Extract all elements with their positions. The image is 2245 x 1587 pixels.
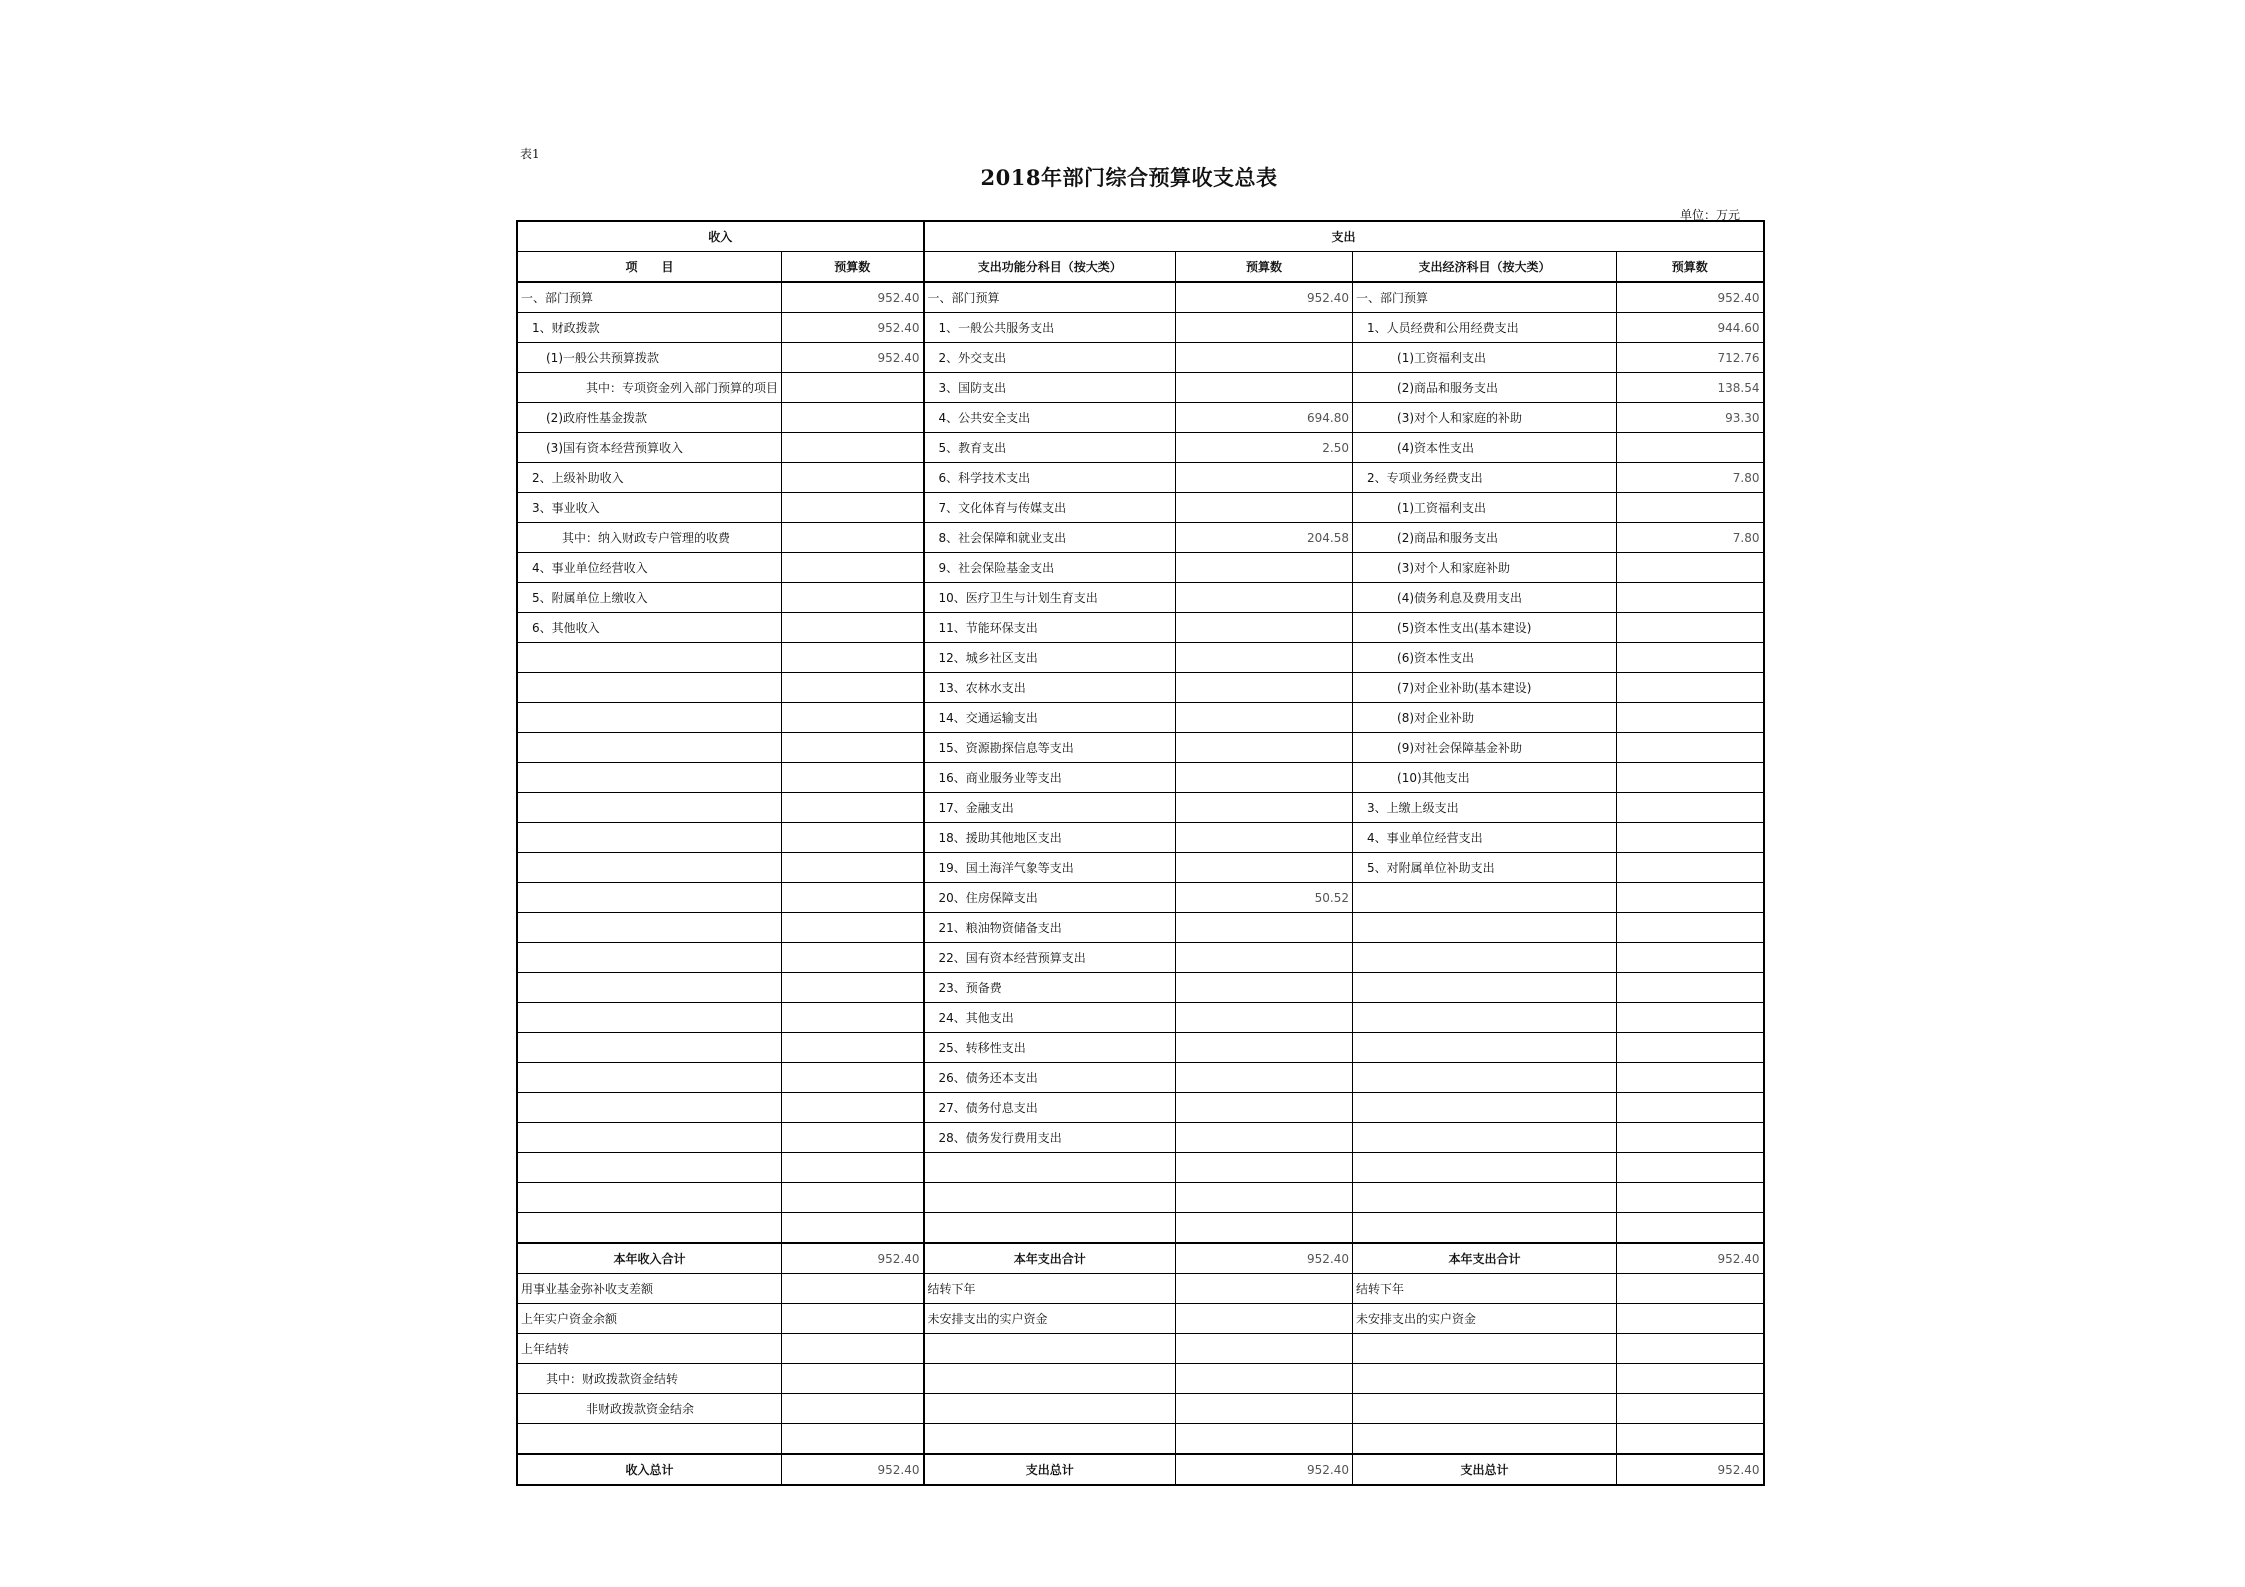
income-item: 2、上级补助收入 bbox=[517, 463, 782, 493]
econ-item: (4)资本性支出 bbox=[1353, 433, 1617, 463]
income-item bbox=[517, 1093, 782, 1123]
income-item bbox=[517, 1033, 782, 1063]
income-value bbox=[782, 823, 924, 853]
income-item: 5、附属单位上缴收入 bbox=[517, 583, 782, 613]
income-value bbox=[782, 793, 924, 823]
table-tag: 表1 bbox=[520, 147, 540, 161]
func-item: 3、国防支出 bbox=[924, 373, 1176, 403]
func-item: 5、教育支出 bbox=[924, 433, 1176, 463]
econ-value bbox=[1617, 763, 1764, 793]
econ-value bbox=[1617, 1304, 1764, 1334]
income-value: 952.40 bbox=[782, 282, 924, 313]
table-row bbox=[517, 1274, 1764, 1304]
econ-value bbox=[1617, 973, 1764, 1003]
func-value bbox=[1176, 1213, 1353, 1244]
econ-value bbox=[1617, 1364, 1764, 1394]
col-budget-header: 预算数 bbox=[1176, 252, 1353, 283]
func-value bbox=[1176, 1394, 1353, 1424]
econ-item bbox=[1353, 943, 1617, 973]
income-value bbox=[782, 463, 924, 493]
econ-item bbox=[1353, 1213, 1617, 1244]
econ-value: 93.30 bbox=[1617, 403, 1764, 433]
table-row bbox=[517, 463, 1764, 493]
income-item bbox=[517, 823, 782, 853]
income-value bbox=[782, 523, 924, 553]
econ-value bbox=[1617, 703, 1764, 733]
income-item: 非财政拨款资金结余 bbox=[517, 1394, 782, 1424]
econ-item: (3)对个人和家庭的补助 bbox=[1353, 403, 1617, 433]
econ-value bbox=[1617, 613, 1764, 643]
func-value bbox=[1176, 1003, 1353, 1033]
econ-item: (5)资本性支出(基本建设) bbox=[1353, 613, 1617, 643]
func-item: 10、医疗卫生与计划生育支出 bbox=[924, 583, 1176, 613]
func-value: 952.40 bbox=[1176, 282, 1353, 313]
income-value bbox=[782, 1213, 924, 1244]
income-value bbox=[782, 763, 924, 793]
grand-income-label: 收入总计 bbox=[517, 1454, 782, 1485]
econ-value bbox=[1617, 913, 1764, 943]
func-value bbox=[1176, 1093, 1353, 1123]
income-item bbox=[517, 1003, 782, 1033]
econ-item bbox=[1353, 1033, 1617, 1063]
income-value: 952.40 bbox=[782, 343, 924, 373]
func-item: 15、资源勘探信息等支出 bbox=[924, 733, 1176, 763]
func-item bbox=[924, 1183, 1176, 1213]
income-item: (2)政府性基金拨款 bbox=[517, 403, 782, 433]
func-item bbox=[924, 1334, 1176, 1364]
income-value bbox=[782, 1304, 924, 1334]
income-value bbox=[782, 643, 924, 673]
income-value bbox=[782, 733, 924, 763]
income-value bbox=[782, 1183, 924, 1213]
econ-value bbox=[1617, 853, 1764, 883]
econ-value bbox=[1617, 1274, 1764, 1304]
grand-income-value: 952.40 bbox=[782, 1454, 924, 1485]
econ-item: (1)工资福利支出 bbox=[1353, 493, 1617, 523]
income-item: 1、财政拨款 bbox=[517, 313, 782, 343]
income-item bbox=[517, 973, 782, 1003]
econ-value bbox=[1617, 1003, 1764, 1033]
income-item bbox=[517, 1153, 782, 1183]
table-row bbox=[517, 403, 1764, 433]
econ-item bbox=[1353, 1123, 1617, 1153]
econ-item bbox=[1353, 1153, 1617, 1183]
table-row bbox=[517, 643, 1764, 673]
income-value bbox=[782, 433, 924, 463]
table-row bbox=[517, 793, 1764, 823]
func-item: 14、交通运输支出 bbox=[924, 703, 1176, 733]
income-item: 上年实户资金余额 bbox=[517, 1304, 782, 1334]
table-row bbox=[517, 973, 1764, 1003]
func-item: 6、科学技术支出 bbox=[924, 463, 1176, 493]
func-item: 18、援助其他地区支出 bbox=[924, 823, 1176, 853]
table-row bbox=[517, 763, 1764, 793]
func-value bbox=[1176, 1033, 1353, 1063]
income-item: 上年结转 bbox=[517, 1334, 782, 1364]
econ-item: (7)对企业补助(基本建设) bbox=[1353, 673, 1617, 703]
func-value bbox=[1176, 1063, 1353, 1093]
econ-item bbox=[1353, 1063, 1617, 1093]
income-value: 952.40 bbox=[782, 313, 924, 343]
func-value bbox=[1176, 313, 1353, 343]
func-value bbox=[1176, 643, 1353, 673]
income-item bbox=[517, 883, 782, 913]
func-value bbox=[1176, 1123, 1353, 1153]
func-value bbox=[1176, 553, 1353, 583]
year-expense-total-value-econ: 952.40 bbox=[1617, 1243, 1764, 1274]
func-value bbox=[1176, 1183, 1353, 1213]
func-item: 8、社会保障和就业支出 bbox=[924, 523, 1176, 553]
table-row bbox=[517, 1304, 1764, 1334]
econ-item bbox=[1353, 1424, 1617, 1455]
table-row bbox=[517, 282, 1764, 313]
econ-value: 712.76 bbox=[1617, 343, 1764, 373]
expense-header: 支出 bbox=[924, 221, 1764, 252]
income-value bbox=[782, 883, 924, 913]
func-item: 27、债务付息支出 bbox=[924, 1093, 1176, 1123]
func-item: 23、预备费 bbox=[924, 973, 1176, 1003]
econ-value bbox=[1617, 583, 1764, 613]
func-value bbox=[1176, 823, 1353, 853]
econ-value bbox=[1617, 1213, 1764, 1244]
func-value: 50.52 bbox=[1176, 883, 1353, 913]
func-item: 1、一般公共服务支出 bbox=[924, 313, 1176, 343]
col-budget-header: 预算数 bbox=[782, 252, 924, 283]
func-value bbox=[1176, 793, 1353, 823]
econ-item: 结转下年 bbox=[1353, 1274, 1617, 1304]
econ-item: (2)商品和服务支出 bbox=[1353, 523, 1617, 553]
econ-value: 7.80 bbox=[1617, 523, 1764, 553]
table-row bbox=[517, 943, 1764, 973]
func-item: 13、农林水支出 bbox=[924, 673, 1176, 703]
year-income-total-label: 本年收入合计 bbox=[517, 1243, 782, 1274]
econ-item: (4)债务利息及费用支出 bbox=[1353, 583, 1617, 613]
func-item: 25、转移性支出 bbox=[924, 1033, 1176, 1063]
budget-table bbox=[516, 220, 1765, 1486]
table-row bbox=[517, 1364, 1764, 1394]
income-value bbox=[782, 1394, 924, 1424]
econ-item: (3)对个人和家庭补助 bbox=[1353, 553, 1617, 583]
econ-value bbox=[1617, 1183, 1764, 1213]
page-title: 2018年部门综合预算收支总表 bbox=[980, 165, 1278, 190]
col-econ-header: 支出经济科目（按大类） bbox=[1353, 252, 1617, 283]
func-value bbox=[1176, 973, 1353, 1003]
income-value bbox=[782, 553, 924, 583]
income-item bbox=[517, 943, 782, 973]
func-value bbox=[1176, 673, 1353, 703]
econ-value bbox=[1617, 1093, 1764, 1123]
econ-value bbox=[1617, 793, 1764, 823]
econ-item bbox=[1353, 1183, 1617, 1213]
func-value bbox=[1176, 1153, 1353, 1183]
income-value bbox=[782, 403, 924, 433]
income-value bbox=[782, 493, 924, 523]
func-item: 19、国土海洋气象等支出 bbox=[924, 853, 1176, 883]
func-value: 694.80 bbox=[1176, 403, 1353, 433]
table-row bbox=[517, 703, 1764, 733]
econ-item: 4、事业单位经营支出 bbox=[1353, 823, 1617, 853]
year-income-total-value: 952.40 bbox=[782, 1243, 924, 1274]
income-item bbox=[517, 1213, 782, 1244]
func-item: 21、粮油物资储备支出 bbox=[924, 913, 1176, 943]
table-row bbox=[517, 1183, 1764, 1213]
table-row bbox=[517, 1033, 1764, 1063]
table-row bbox=[517, 1093, 1764, 1123]
income-value bbox=[782, 1334, 924, 1364]
econ-item: 3、上缴上级支出 bbox=[1353, 793, 1617, 823]
econ-value: 138.54 bbox=[1617, 373, 1764, 403]
func-value bbox=[1176, 913, 1353, 943]
income-item bbox=[517, 1183, 782, 1213]
income-value bbox=[782, 703, 924, 733]
func-value bbox=[1176, 1304, 1353, 1334]
econ-value bbox=[1617, 1334, 1764, 1364]
func-item: 9、社会保险基金支出 bbox=[924, 553, 1176, 583]
econ-item: (2)商品和服务支出 bbox=[1353, 373, 1617, 403]
header-row-columns bbox=[517, 252, 1764, 283]
econ-item bbox=[1353, 1003, 1617, 1033]
table-row bbox=[517, 1334, 1764, 1364]
econ-value: 7.80 bbox=[1617, 463, 1764, 493]
func-item: 11、节能环保支出 bbox=[924, 613, 1176, 643]
func-item bbox=[924, 1424, 1176, 1455]
income-value bbox=[782, 1063, 924, 1093]
header-row-top bbox=[517, 221, 1764, 252]
func-value bbox=[1176, 943, 1353, 973]
econ-value bbox=[1617, 1394, 1764, 1424]
income-item bbox=[517, 763, 782, 793]
income-item bbox=[517, 643, 782, 673]
func-item: 7、文化体育与传媒支出 bbox=[924, 493, 1176, 523]
table-row bbox=[517, 913, 1764, 943]
income-value bbox=[782, 1364, 924, 1394]
income-item: 一、部门预算 bbox=[517, 282, 782, 313]
year-total-row bbox=[517, 1243, 1764, 1274]
func-item: 26、债务还本支出 bbox=[924, 1063, 1176, 1093]
econ-item bbox=[1353, 883, 1617, 913]
func-item: 16、商业服务业等支出 bbox=[924, 763, 1176, 793]
income-value bbox=[782, 1424, 924, 1455]
func-value bbox=[1176, 493, 1353, 523]
income-value bbox=[782, 943, 924, 973]
col-budget-header: 预算数 bbox=[1617, 252, 1764, 283]
func-item: 一、部门预算 bbox=[924, 282, 1176, 313]
func-value: 2.50 bbox=[1176, 433, 1353, 463]
func-item bbox=[924, 1213, 1176, 1244]
func-value bbox=[1176, 1274, 1353, 1304]
econ-value bbox=[1617, 1424, 1764, 1455]
income-item: 6、其他收入 bbox=[517, 613, 782, 643]
table-row bbox=[517, 583, 1764, 613]
table-row bbox=[517, 1123, 1764, 1153]
income-item: 其中：纳入财政专户管理的收费 bbox=[517, 523, 782, 553]
econ-item: (9)对社会保障基金补助 bbox=[1353, 733, 1617, 763]
econ-value bbox=[1617, 553, 1764, 583]
table-row bbox=[517, 313, 1764, 343]
income-item bbox=[517, 733, 782, 763]
grand-expense-value-econ: 952.40 bbox=[1617, 1454, 1764, 1485]
econ-value bbox=[1617, 493, 1764, 523]
econ-value bbox=[1617, 433, 1764, 463]
income-value bbox=[782, 853, 924, 883]
func-item: 28、债务发行费用支出 bbox=[924, 1123, 1176, 1153]
grand-expense-label: 支出总计 bbox=[924, 1454, 1176, 1485]
grand-expense-value: 952.40 bbox=[1176, 1454, 1353, 1485]
econ-value bbox=[1617, 883, 1764, 913]
income-item bbox=[517, 1063, 782, 1093]
econ-item: 一、部门预算 bbox=[1353, 282, 1617, 313]
table-row bbox=[517, 1153, 1764, 1183]
func-value bbox=[1176, 583, 1353, 613]
econ-value bbox=[1617, 1153, 1764, 1183]
econ-item: (1)工资福利支出 bbox=[1353, 343, 1617, 373]
func-item bbox=[924, 1364, 1176, 1394]
income-item bbox=[517, 793, 782, 823]
table-row bbox=[517, 673, 1764, 703]
col-func-header: 支出功能分科目（按大类） bbox=[924, 252, 1176, 283]
income-value bbox=[782, 673, 924, 703]
func-item: 22、国有资本经营预算支出 bbox=[924, 943, 1176, 973]
income-item: (1)一般公共预算拨款 bbox=[517, 343, 782, 373]
table-row bbox=[517, 1424, 1764, 1455]
income-value bbox=[782, 1093, 924, 1123]
econ-item: (6)资本性支出 bbox=[1353, 643, 1617, 673]
table-row bbox=[517, 733, 1764, 763]
income-item bbox=[517, 853, 782, 883]
table-row bbox=[517, 1063, 1764, 1093]
year-expense-total-label-econ: 本年支出合计 bbox=[1353, 1243, 1617, 1274]
income-item: 4、事业单位经营收入 bbox=[517, 553, 782, 583]
econ-value bbox=[1617, 823, 1764, 853]
econ-value bbox=[1617, 733, 1764, 763]
unit-label: 单位：万元 bbox=[1679, 208, 1740, 222]
income-value bbox=[782, 583, 924, 613]
income-header: 收入 bbox=[517, 221, 924, 252]
func-value bbox=[1176, 343, 1353, 373]
income-item bbox=[517, 673, 782, 703]
table-row bbox=[517, 493, 1764, 523]
func-value bbox=[1176, 373, 1353, 403]
income-item: 其中：财政拨款资金结转 bbox=[517, 1364, 782, 1394]
table-row bbox=[517, 1003, 1764, 1033]
table-row bbox=[517, 1213, 1764, 1244]
func-value bbox=[1176, 853, 1353, 883]
income-value bbox=[782, 373, 924, 403]
income-item bbox=[517, 1123, 782, 1153]
year-expense-total-label: 本年支出合计 bbox=[924, 1243, 1176, 1274]
income-item bbox=[517, 1424, 782, 1455]
econ-value bbox=[1617, 1063, 1764, 1093]
table-row bbox=[517, 853, 1764, 883]
func-item: 未安排支出的实户资金 bbox=[924, 1304, 1176, 1334]
income-value bbox=[782, 1274, 924, 1304]
func-item bbox=[924, 1394, 1176, 1424]
income-value bbox=[782, 1003, 924, 1033]
income-item: 用事业基金弥补收支差额 bbox=[517, 1274, 782, 1304]
func-value bbox=[1176, 733, 1353, 763]
income-item: 其中：专项资金列入部门预算的项目 bbox=[517, 373, 782, 403]
func-item bbox=[924, 1153, 1176, 1183]
econ-item: 5、对附属单位补助支出 bbox=[1353, 853, 1617, 883]
table-row bbox=[517, 523, 1764, 553]
table-row bbox=[517, 613, 1764, 643]
income-value bbox=[782, 1153, 924, 1183]
table-row bbox=[517, 883, 1764, 913]
econ-item: 2、专项业务经费支出 bbox=[1353, 463, 1617, 493]
econ-item bbox=[1353, 913, 1617, 943]
econ-item bbox=[1353, 1334, 1617, 1364]
econ-item bbox=[1353, 1394, 1617, 1424]
econ-value bbox=[1617, 673, 1764, 703]
col-item-header: 项 目 bbox=[517, 252, 782, 283]
income-item: 3、事业收入 bbox=[517, 493, 782, 523]
econ-value: 952.40 bbox=[1617, 282, 1764, 313]
table-row bbox=[517, 1394, 1764, 1424]
income-value bbox=[782, 913, 924, 943]
table-row bbox=[517, 343, 1764, 373]
year-expense-total-value: 952.40 bbox=[1176, 1243, 1353, 1274]
func-item: 4、公共安全支出 bbox=[924, 403, 1176, 433]
table-row bbox=[517, 433, 1764, 463]
func-item: 17、金融支出 bbox=[924, 793, 1176, 823]
func-item: 2、外交支出 bbox=[924, 343, 1176, 373]
income-item bbox=[517, 913, 782, 943]
table-row bbox=[517, 823, 1764, 853]
func-item: 24、其他支出 bbox=[924, 1003, 1176, 1033]
econ-item bbox=[1353, 973, 1617, 1003]
func-value: 204.58 bbox=[1176, 523, 1353, 553]
grand-expense-label-econ: 支出总计 bbox=[1353, 1454, 1617, 1485]
econ-item: (8)对企业补助 bbox=[1353, 703, 1617, 733]
grand-total-row bbox=[517, 1454, 1764, 1485]
income-item: (3)国有资本经营预算收入 bbox=[517, 433, 782, 463]
func-value bbox=[1176, 703, 1353, 733]
econ-item: 未安排支出的实户资金 bbox=[1353, 1304, 1617, 1334]
econ-value bbox=[1617, 943, 1764, 973]
func-value bbox=[1176, 1334, 1353, 1364]
func-item: 结转下年 bbox=[924, 1274, 1176, 1304]
func-value bbox=[1176, 613, 1353, 643]
econ-value bbox=[1617, 643, 1764, 673]
table-row bbox=[517, 553, 1764, 583]
econ-value bbox=[1617, 1123, 1764, 1153]
income-item bbox=[517, 703, 782, 733]
func-item: 20、住房保障支出 bbox=[924, 883, 1176, 913]
func-value bbox=[1176, 763, 1353, 793]
income-value bbox=[782, 1123, 924, 1153]
econ-item: 1、人员经费和公用经费支出 bbox=[1353, 313, 1617, 343]
table-row bbox=[517, 373, 1764, 403]
econ-item bbox=[1353, 1093, 1617, 1123]
econ-value bbox=[1617, 1033, 1764, 1063]
func-value bbox=[1176, 1424, 1353, 1455]
econ-item: (10)其他支出 bbox=[1353, 763, 1617, 793]
func-value bbox=[1176, 463, 1353, 493]
econ-value: 944.60 bbox=[1617, 313, 1764, 343]
econ-item bbox=[1353, 1364, 1617, 1394]
income-value bbox=[782, 613, 924, 643]
income-value bbox=[782, 973, 924, 1003]
income-value bbox=[782, 1033, 924, 1063]
func-item: 12、城乡社区支出 bbox=[924, 643, 1176, 673]
func-value bbox=[1176, 1364, 1353, 1394]
